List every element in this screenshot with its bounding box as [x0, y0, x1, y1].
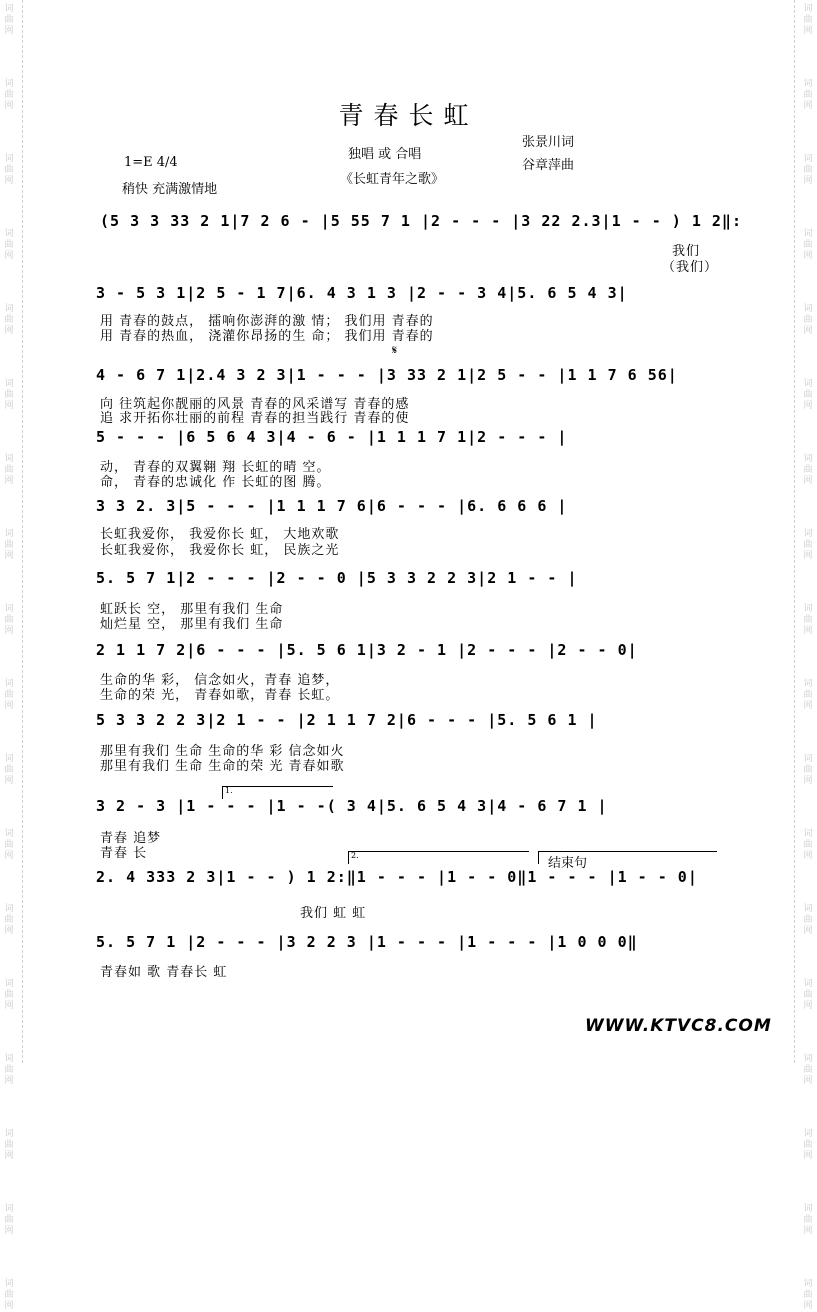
song-title: 青春长虹 [338, 101, 479, 130]
side-watermark-char: 词 [803, 4, 813, 14]
side-watermark-char: 曲 [803, 315, 813, 325]
side-watermark-group [803, 1204, 812, 1237]
score-line-7: 2 1 1 7 2|6 - - - |5. 5 6 1|3 2 - 1 |2 - - - |2 - - 0| [96, 641, 638, 659]
key-meter: 1=E 4/4 [124, 155, 178, 170]
song-subtitle: 《长虹青年之歌》 [340, 172, 445, 187]
side-watermark-char: 曲 [803, 915, 813, 925]
side-watermark-char: 词 [803, 1054, 813, 1064]
side-watermark-char: 词 [4, 679, 14, 689]
side-watermark-group [4, 1129, 13, 1162]
side-watermark-char: 曲 [803, 1290, 813, 1300]
side-watermark-char: 曲 [4, 915, 14, 925]
side-watermark-group [803, 679, 812, 712]
lyric-7a: 生命的华 彩， 信念如火，青春 追梦， [100, 673, 340, 688]
side-watermark-char: 曲 [803, 615, 813, 625]
score-line-3: 4 - 6 7 1|2.4 3 2 3|1 - - - |3 33 2 1|2 5 - - |1 1 7 6 56| [96, 366, 678, 384]
side-watermark-char: 词 [4, 829, 14, 839]
side-watermark-group [803, 154, 812, 187]
side-watermark-char: 网 [803, 1076, 813, 1086]
side-watermark-char: 曲 [4, 840, 14, 850]
side-watermark-char: 曲 [4, 90, 14, 100]
side-watermark-char: 词 [4, 4, 14, 14]
side-watermark-char: 词 [803, 604, 813, 614]
score-line-11: 5. 5 7 1 |2 - - - |3 2 2 3 |1 - - - |1 - - - |1 0 0 0‖ [96, 933, 638, 951]
side-watermark-group [803, 979, 812, 1012]
side-watermark-group [803, 454, 812, 487]
pickup-lyric-2: （我们） [662, 260, 719, 275]
side-watermark-char: 词 [4, 304, 14, 314]
side-watermark-char: 曲 [4, 240, 14, 250]
side-watermark-char: 词 [4, 229, 14, 239]
side-watermark-group [4, 829, 13, 862]
side-watermark-char: 网 [803, 626, 813, 636]
side-watermark-char: 网 [4, 401, 14, 411]
side-watermark-group [803, 229, 812, 262]
lyric-10: 我们 虹 虹 [300, 906, 367, 921]
side-watermark-char: 词 [803, 904, 813, 914]
side-watermark-char: 曲 [4, 690, 14, 700]
side-watermark-char: 曲 [4, 15, 14, 25]
right-watermark-column [799, 0, 817, 1311]
lyric-8a: 那里有我们 生命 生命的华 彩 信念如火 [100, 744, 345, 759]
side-watermark-group [803, 1054, 812, 1087]
side-watermark-char: 曲 [803, 1140, 813, 1150]
side-watermark-group [803, 1129, 812, 1162]
lyric-3a: 向 往筑起你靓丽的风景 青春的风采谱写 青春的感 [100, 397, 410, 412]
side-watermark-char: 曲 [803, 765, 813, 775]
side-watermark-char: 词 [803, 304, 813, 314]
side-watermark-char: 曲 [4, 615, 14, 625]
side-watermark-char: 词 [803, 1204, 813, 1214]
side-watermark-char: 词 [803, 529, 813, 539]
side-watermark-char: 网 [803, 926, 813, 936]
score-line-10: 2. 4 333 2 3|1 - - ) 1 2:‖1 - - - |1 - - 0‖1 - - - |1 - - 0| [96, 868, 698, 886]
score-line-1: (5 3 3 33 2 1|7 2 6 - |5 55 7 1 |2 - - - |3 22 2.3|1 - - ) 1 2‖: [100, 212, 742, 230]
side-watermark-char: 网 [803, 1301, 813, 1311]
volta-2-bracket [348, 851, 529, 864]
side-watermark-char: 词 [803, 1279, 813, 1289]
side-watermark-group [803, 904, 812, 937]
side-watermark-char: 网 [803, 476, 813, 486]
side-watermark-char: 网 [4, 176, 14, 186]
side-watermark-char: 曲 [4, 465, 14, 475]
lyric-7b: 生命的荣 光， 青春如歌，青春 长虹。 [100, 688, 340, 703]
lyric-4a: 动， 青春的双翼翱 翔 长虹的晴 空。 [100, 460, 331, 475]
side-watermark-char: 曲 [803, 165, 813, 175]
score-line-8: 5 3 3 2 2 3|2 1 - - |2 1 1 7 2|6 - - - |5. 5 6 1 | [96, 711, 598, 729]
side-watermark-char: 网 [803, 1226, 813, 1236]
side-watermark-group [4, 904, 13, 937]
side-watermark-char: 网 [4, 1301, 14, 1311]
site-watermark: WWW.KTVC8.COM [585, 1016, 772, 1036]
composer: 谷章萍曲 [522, 158, 575, 173]
lyric-9b: 青春 长 [100, 846, 148, 861]
side-watermark-group [4, 604, 13, 637]
side-watermark-char: 词 [4, 154, 14, 164]
right-divider [794, 0, 795, 1063]
side-watermark-char: 网 [803, 1151, 813, 1161]
side-watermark-char: 词 [4, 79, 14, 89]
lyric-5a: 长虹我爱你， 我爱你长 虹， 大地欢歌 [100, 527, 340, 542]
side-watermark-char: 网 [803, 1001, 813, 1011]
side-watermark-char: 网 [4, 626, 14, 636]
side-watermark-group [803, 604, 812, 637]
side-watermark-char: 曲 [4, 990, 14, 1000]
side-watermark-char: 曲 [803, 15, 813, 25]
lyric-11: 青春如 歌 青春长 虹 [100, 965, 228, 980]
volta-2-label: 2. [351, 851, 359, 860]
side-watermark-char: 网 [803, 701, 813, 711]
side-watermark-char: 网 [4, 701, 14, 711]
side-watermark-char: 词 [4, 1204, 14, 1214]
side-watermark-char: 曲 [803, 840, 813, 850]
side-watermark-char: 曲 [4, 390, 14, 400]
side-watermark-char: 词 [4, 1279, 14, 1289]
left-divider [22, 0, 23, 1063]
lyric-6a: 虹跃长 空， 那里有我们 生命 [100, 602, 284, 617]
side-watermark-char: 词 [4, 529, 14, 539]
side-watermark-char: 词 [4, 454, 14, 464]
side-watermark-char: 词 [4, 379, 14, 389]
side-watermark-group [803, 829, 812, 862]
side-watermark-char: 网 [803, 401, 813, 411]
side-watermark-char: 词 [803, 679, 813, 689]
left-watermark-column [0, 0, 18, 1311]
lyric-8b: 那里有我们 生命 生命的荣 光 青春如歌 [100, 759, 345, 774]
side-watermark-group [4, 1204, 13, 1237]
lyric-2a: 用 青春的鼓点， 擂响你澎湃的激 情； 我们用 青春的 [100, 314, 434, 329]
side-watermark-char: 词 [4, 754, 14, 764]
side-watermark-char: 网 [803, 326, 813, 336]
score-line-6: 5. 5 7 1|2 - - - |2 - - 0 |5 3 3 2 2 3|2 1 - - | [96, 569, 578, 587]
side-watermark-group [803, 379, 812, 412]
side-watermark-char: 词 [803, 379, 813, 389]
side-watermark-group [4, 454, 13, 487]
lyric-6b: 灿烂星 空， 那里有我们 生命 [100, 617, 284, 632]
lyricist: 张景川词 [522, 135, 575, 150]
side-watermark-char: 曲 [4, 1290, 14, 1300]
side-watermark-char: 曲 [4, 540, 14, 550]
side-watermark-group [4, 979, 13, 1012]
side-watermark-char: 网 [803, 101, 813, 111]
side-watermark-char: 词 [803, 1129, 813, 1139]
side-watermark-group [803, 754, 812, 787]
side-watermark-char: 曲 [803, 1215, 813, 1225]
side-watermark-group [803, 1279, 812, 1312]
side-watermark-group [4, 679, 13, 712]
side-watermark-char: 网 [4, 776, 14, 786]
pickup-lyric-1: 我们 [672, 244, 701, 259]
side-watermark-group [4, 529, 13, 562]
score-line-5: 3 3 2. 3|5 - - - |1 1 1 7 6|6 - - - |6. 6 6 6 | [96, 497, 568, 515]
tempo-marking: 稍快 充满激情地 [122, 182, 218, 197]
side-watermark-char: 网 [4, 101, 14, 111]
score-line-4: 5 - - - |6 5 6 4 3|4 - 6 - |1 1 1 7 1|2 - - - | [96, 428, 568, 446]
side-watermark-char: 词 [803, 79, 813, 89]
side-watermark-char: 词 [803, 979, 813, 989]
side-watermark-char: 网 [803, 26, 813, 36]
lyric-2b: 用 青春的热血， 浇灌你昂扬的生 命； 我们用 青春的 [100, 329, 434, 344]
side-watermark-char: 词 [803, 454, 813, 464]
side-watermark-char: 词 [4, 979, 14, 989]
side-watermark-char: 词 [803, 229, 813, 239]
side-watermark-char: 网 [803, 251, 813, 261]
side-watermark-char: 曲 [803, 390, 813, 400]
side-watermark-group [803, 304, 812, 337]
side-watermark-group [4, 154, 13, 187]
side-watermark-group [4, 754, 13, 787]
side-watermark-char: 词 [4, 904, 14, 914]
lyric-9a: 青春 追梦 [100, 831, 162, 846]
side-watermark-char: 曲 [803, 240, 813, 250]
side-watermark-group [4, 229, 13, 262]
side-watermark-char: 曲 [803, 690, 813, 700]
side-watermark-char: 网 [4, 326, 14, 336]
side-watermark-char: 网 [4, 851, 14, 861]
side-watermark-char: 网 [803, 776, 813, 786]
side-watermark-char: 网 [803, 851, 813, 861]
side-watermark-char: 网 [4, 551, 14, 561]
side-watermark-group [4, 1054, 13, 1087]
side-watermark-char: 曲 [4, 765, 14, 775]
side-watermark-char: 曲 [4, 1215, 14, 1225]
side-watermark-char: 曲 [803, 1065, 813, 1075]
side-watermark-char: 曲 [803, 465, 813, 475]
side-watermark-char: 曲 [4, 165, 14, 175]
side-watermark-char: 词 [803, 754, 813, 764]
ending-label: 结束句 [548, 856, 588, 871]
score-line-2: 3 - 5 3 1|2 5 - 1 7|6. 4 3 1 3 |2 - - 3 4|5. 6 5 4 3| [96, 284, 628, 302]
side-watermark-group [803, 529, 812, 562]
side-watermark-char: 网 [4, 1076, 14, 1086]
side-watermark-char: 网 [4, 926, 14, 936]
lyric-3b: 追 求开拓你壮丽的前程 青春的担当践行 青春的使 [100, 411, 410, 426]
side-watermark-char: 曲 [803, 90, 813, 100]
side-watermark-char: 曲 [4, 315, 14, 325]
lyric-4b: 命， 青春的忠诚化 作 长虹的图 腾。 [100, 475, 331, 490]
side-watermark-char: 网 [4, 251, 14, 261]
side-watermark-char: 曲 [4, 1065, 14, 1075]
segno-sign: 𝄋 [392, 343, 398, 357]
side-watermark-char: 词 [803, 154, 813, 164]
side-watermark-char: 网 [803, 176, 813, 186]
side-watermark-char: 曲 [803, 540, 813, 550]
side-watermark-char: 词 [4, 1129, 14, 1139]
side-watermark-char: 网 [4, 1151, 14, 1161]
side-watermark-group [4, 4, 13, 37]
side-watermark-char: 词 [803, 829, 813, 839]
volta-1-label: 1. [225, 786, 233, 795]
side-watermark-char: 曲 [803, 990, 813, 1000]
side-watermark-group [4, 1279, 13, 1312]
side-watermark-char: 词 [4, 604, 14, 614]
side-watermark-group [4, 379, 13, 412]
lyric-5b: 长虹我爱你， 我爱你长 虹， 民族之光 [100, 543, 340, 558]
performance-note: 独唱 或 合唱 [348, 147, 422, 162]
side-watermark-char: 网 [4, 26, 14, 36]
side-watermark-char: 网 [803, 551, 813, 561]
side-watermark-group [803, 4, 812, 37]
side-watermark-char: 网 [4, 1001, 14, 1011]
side-watermark-char: 网 [4, 476, 14, 486]
side-watermark-char: 网 [4, 1226, 14, 1236]
score-line-9: 3 2 - 3 |1 - - - |1 - -( 3 4|5. 6 5 4 3|4 - 6 7 1 | [96, 797, 608, 815]
side-watermark-group [4, 304, 13, 337]
side-watermark-char: 曲 [4, 1140, 14, 1150]
side-watermark-char: 词 [4, 1054, 14, 1064]
